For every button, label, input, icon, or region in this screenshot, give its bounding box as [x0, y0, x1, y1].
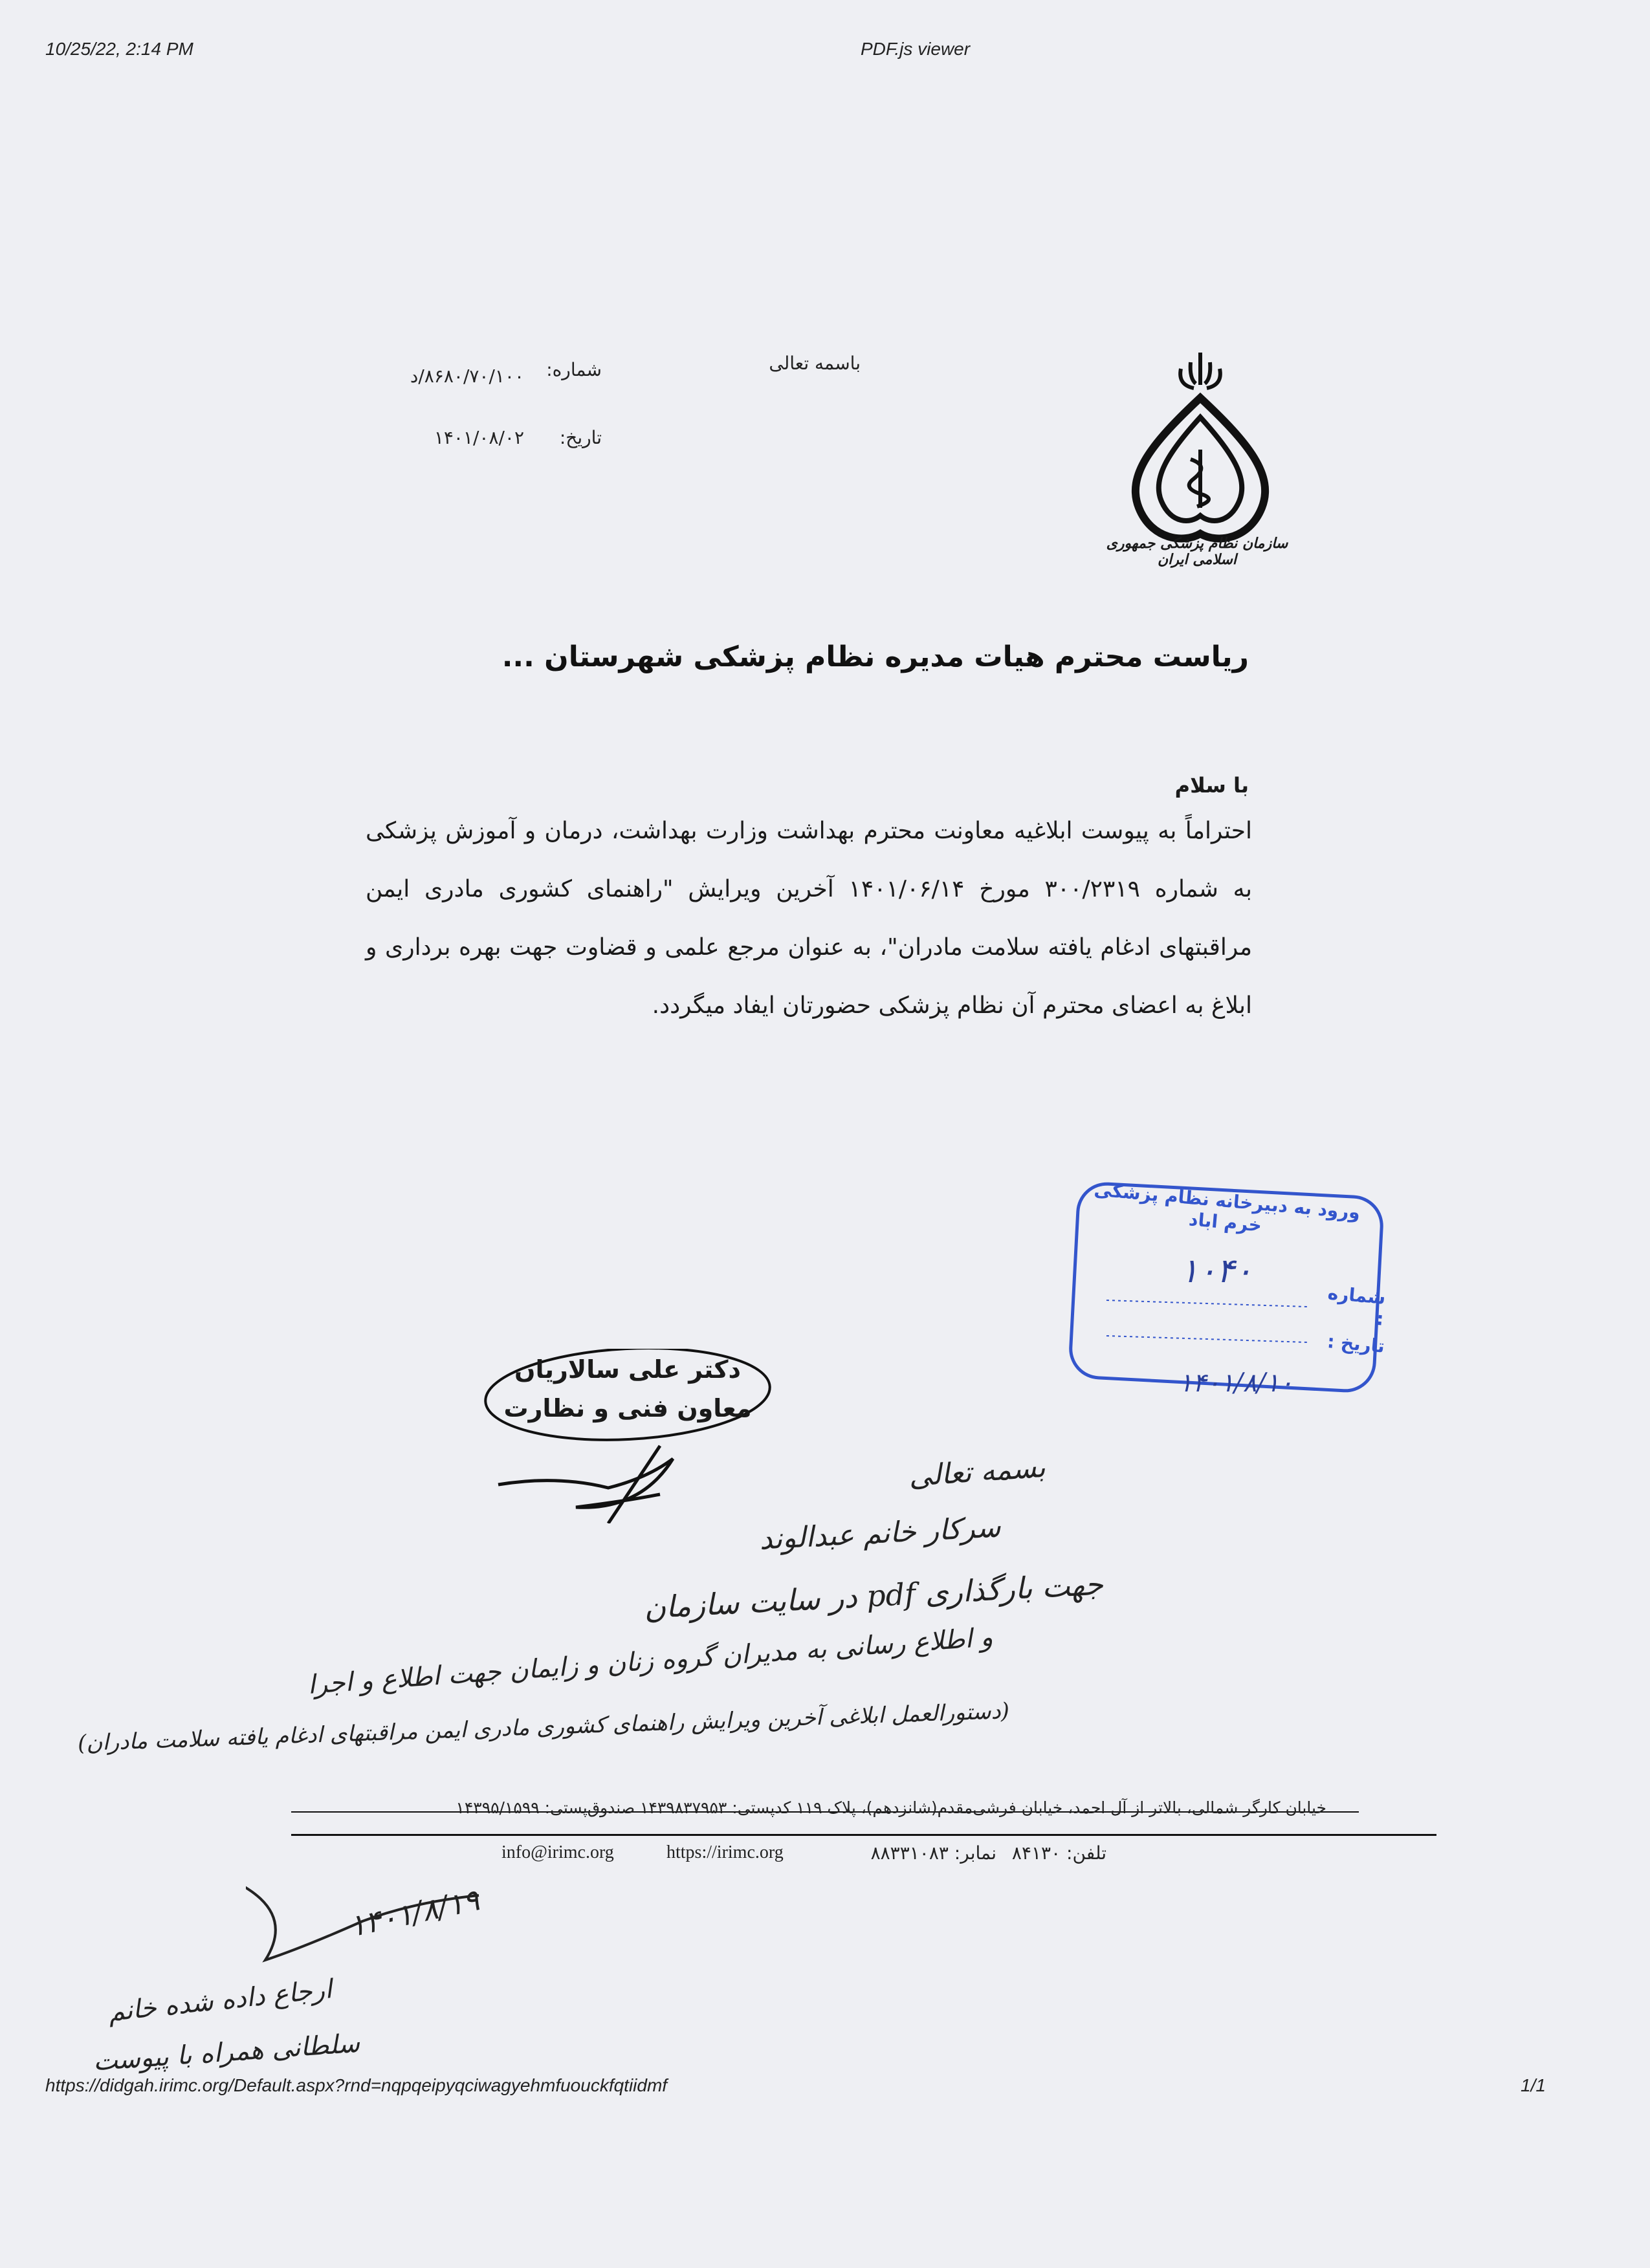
- footer-website[interactable]: https://irimc.org: [666, 1842, 784, 1862]
- date-label: تاریخ:: [559, 427, 602, 448]
- date-value: ۱۴۰۱/۰۸/۰۲: [434, 427, 524, 448]
- number-value: ۸۶۸۰/۷۰/۱۰۰/د: [410, 365, 524, 387]
- organization-name: سازمان نظام پزشکی جمهوری اسلامی ایران: [1106, 536, 1288, 568]
- recipient-heading: ریاست محترم هیات مدیره نظام پزشکی شهرستان ...: [501, 640, 1249, 673]
- number-label: شماره:: [546, 359, 602, 380]
- handwritten-bottom-2: سلطانی همراه با پیوست: [92, 2028, 361, 2077]
- handwritten-date: ۱۴۰۱/۸/۱۹: [346, 1882, 483, 1944]
- handwritten-line-5: (دستورالعمل ابلاغی آخرین ویرایش راهنمای کشوری مادری ایمن مراقبتهای ادغام یافته سلامت مادران): [77, 1697, 1010, 1757]
- stamp-number-label: شماره :: [1326, 1282, 1387, 1330]
- handwritten-line-2: سرکار خانم عبدالوند: [758, 1510, 1002, 1556]
- footer-phone: تلفن: ۸۴۱۳۰: [1011, 1842, 1106, 1864]
- medical-council-emblem-icon: [1113, 346, 1288, 566]
- stamp-number-value: ۱۰۴۰: [1180, 1252, 1253, 1291]
- print-page-number: 1/1: [1521, 2075, 1546, 2095]
- handwritten-line-4: و اطلاع رسانی به مدیران گروه زنان و زایمان جهت اطلاع و اجرا: [307, 1622, 994, 1700]
- handwritten-bottom-1: ارجاع داده شده خانم: [106, 1974, 334, 2028]
- handwritten-line-3: جهت بارگذاری pdf در سایت سازمان: [643, 1566, 1105, 1626]
- footer-rule-bottom: [291, 1834, 1436, 1836]
- footer-email[interactable]: info@irimc.org: [501, 1842, 614, 1862]
- signatory-position: معاون فنی و نظارت: [503, 1394, 752, 1423]
- footer-fax: نمابر: ۸۸۳۳۱۰۸۳: [870, 1842, 996, 1864]
- handwritten-line-1: بسمه تعالی: [907, 1450, 1047, 1494]
- footer-address: خیابان کارگر شمالی، بالاتر از آل احمد، خیابان فرشی‌مقدم(شانزدهم)، پلاک ۱۱۹ کدپستی: ۱۴۳۹۸۳۷۹۵۳ صندوق‌پستی: ۱۴۳۹۵/۱۵۹۹: [456, 1798, 1326, 1817]
- invocation: باسمه تعالی: [769, 353, 861, 374]
- print-app-title: PDF.js viewer: [861, 39, 971, 59]
- stamp-title: ورود به دبیرخانه نظام پزشکی خرم اباد: [1093, 1179, 1361, 1236]
- stamp-date-value: ۱۴۰۱/۸/۱۰: [1178, 1368, 1293, 1398]
- print-url[interactable]: https://didgah.irimc.org/Default.aspx?rnd=nqpqeipyqciwagyehmfuouckfqtiidmf: [45, 2075, 668, 2095]
- print-datetime: 10/25/22, 2:14 PM: [45, 39, 193, 59]
- signatory-name: دکتر علی سالاریان: [514, 1355, 741, 1384]
- greeting: با سلام: [1174, 773, 1249, 798]
- stamp-date-label: تاریخ :: [1326, 1331, 1386, 1357]
- letter-body: احتراماً به پیوست ابلاغیه معاونت محترم بهداشت وزارت بهداشت، درمان و آموزش پزشکی به شماره ۳۰۰/۲۳۱۹ مورخ ۱۴۰۱/۰۶/۱۴ آخرین ویرایش "راهنمای کشوری مادری ایمن مراقبتهای ادغام یافته سلامت مادران"، به عنوان مرجع علمی و قضاوت جهت بهره برداری و ابلاغ به اعضای محترم آن نظام پزشکی حضورتان ایفاد میگردد.: [366, 818, 1252, 1019]
